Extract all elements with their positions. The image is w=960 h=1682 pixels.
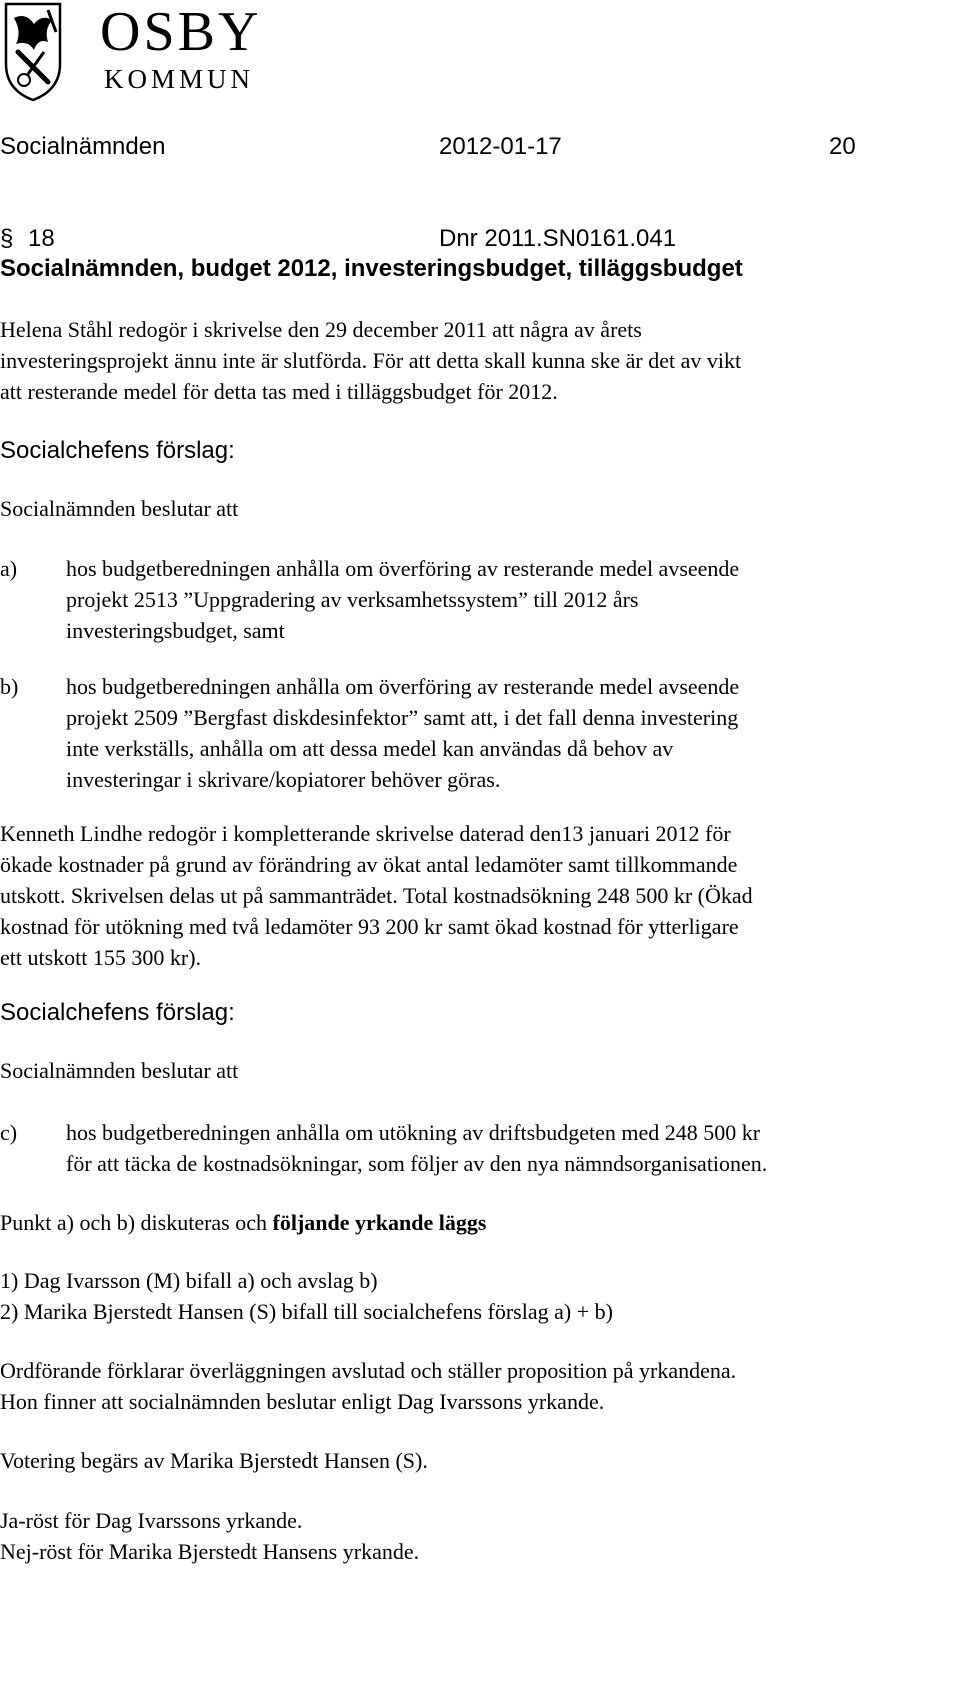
paragraph-number: [0, 227, 55, 251]
votes-list: [0, 1505, 419, 1567]
vote-request: Votering begärs av Marika Bjerstedt Hansen (S).: [0, 1448, 428, 1473]
header-committee: Socialnämnden: [0, 133, 166, 160]
header-page-number: 20: [829, 133, 856, 160]
item-label: b): [0, 674, 19, 699]
item-line: hos budgetberedningen anhålla om utökning av driftsbudgeten med 248 500 kr: [66, 1120, 761, 1145]
decision-item-c: [0, 1117, 960, 1179]
decides-line: Socialnämnden beslutar att: [0, 496, 239, 521]
item-line: hos budgetberedningen anhålla om överföring av resterande medel avseende: [66, 674, 740, 699]
vote-no: Nej-röst för Marika Bjerstedt Hansens yrkande.: [0, 1539, 420, 1564]
item-line: hos budgetberedningen anhålla om överföring av resterande medel avseende: [66, 556, 740, 581]
paragraph-number-value: 18: [28, 225, 55, 252]
item-line: investeringsbudget, samt: [66, 618, 285, 643]
item-label: a): [0, 556, 18, 581]
supplement-line: ett utskott 155 300 kr).: [0, 945, 202, 970]
decision-item-a: [0, 553, 960, 646]
motions-list: [0, 1265, 613, 1327]
intro-paragraph: [0, 314, 741, 407]
chair-paragraph: [0, 1355, 736, 1417]
chair-line: Ordförande förklarar överläggningen avslutad och ställer proposition på yrkandena.: [0, 1358, 737, 1383]
case-dnr: Dnr 2011.SN0161.041: [439, 225, 677, 252]
decision-item-b: [0, 671, 960, 795]
item-line: för att täcka de kostnadsökningar, som följer av den nya nämndsorganisationen.: [66, 1151, 768, 1176]
chair-line: Hon finner att socialnämnden beslutar enligt Dag Ivarssons yrkande.: [0, 1389, 605, 1414]
proposal-heading: Socialchefens förslag:: [0, 437, 235, 464]
item-label: c): [0, 1120, 18, 1145]
discussion-text: Punkt a) och b) diskuteras och: [0, 1210, 273, 1235]
supplement-line: utskott. Skrivelsen delas ut på sammanträdet. Total kostnadsökning 248 500 kr (Ökad: [0, 883, 753, 908]
item-line: inte verkställs, anhålla om att dessa medel kan användas då behov av: [66, 736, 674, 761]
vote-yes: Ja-röst för Dag Ivarssons yrkande.: [0, 1508, 303, 1533]
motion-item: 2) Marika Bjerstedt Hansen (S) bifall till socialchefens förslag a) + b): [0, 1299, 613, 1324]
supplement-paragraph: [0, 818, 753, 973]
item-line: projekt 2513 ”Uppgradering av verksamhetssystem” till 2012 års: [66, 587, 639, 612]
proposal-heading: Socialchefens förslag:: [0, 999, 235, 1026]
supplement-line: kostnad för utökning med två ledamöter 93 200 kr samt ökad kostnad för ytterligare: [0, 914, 739, 939]
municipality-logo: [4, 2, 274, 106]
intro-line: investeringsprojekt ännu inte är slutförda. För att detta skall kunna ske är det av vikt: [0, 348, 742, 373]
item-line: projekt 2509 ”Bergfast diskdesinfektor” samt att, i det fall denna investering: [66, 705, 739, 730]
discussion-line: [0, 1207, 486, 1238]
supplement-line: Kenneth Lindhe redogör i kompletterande skrivelse daterad den13 januari 2012 för: [0, 821, 731, 846]
case-title: Socialnämnden, budget 2012, investeringsbudget, tilläggsbudget: [0, 255, 743, 282]
header-date: 2012-01-17: [439, 133, 562, 160]
item-line: investeringar i skrivare/kopiatorer behöver göras.: [66, 767, 501, 792]
logo-name: OSBY: [100, 1, 262, 63]
paragraph-symbol: §: [0, 225, 14, 252]
intro-line: att resterande medel för detta tas med i tilläggsbudget för 2012.: [0, 379, 558, 404]
discussion-bold-text: följande yrkande läggs: [272, 1210, 487, 1235]
logo-subname: KOMMUN: [104, 64, 255, 94]
motion-item: 1) Dag Ivarsson (M) bifall a) och avslag b): [0, 1268, 378, 1293]
coat-of-arms-icon: [4, 2, 62, 102]
intro-line: Helena Ståhl redogör i skrivelse den 29 december 2011 att några av årets: [0, 317, 642, 342]
supplement-line: ökade kostnader på grund av förändring av ökat antal ledamöter samt tillkommande: [0, 852, 738, 877]
decides-line: Socialnämnden beslutar att: [0, 1058, 239, 1083]
